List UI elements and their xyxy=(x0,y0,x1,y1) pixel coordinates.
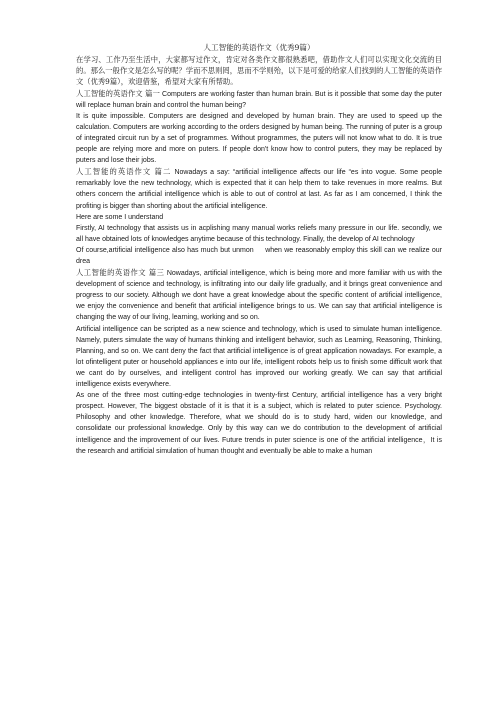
essay-2-text: Nowadays a say: “artificial intelligence affects our life “es into vogue. Some people remarkably love the new technology, which is expected that it can help them to take revenues in more realms. But others concern the artificial intelligence which is able to out of control at last. As far as I am concerned, I think the profiting is bigger than shorting about the artificial intelligence. xyxy=(76,169,442,210)
essay-1-text: Computers are working faster than human brain. But is it possible that some day the puter will replace human brain and control the human being? xyxy=(76,90,442,109)
essay-3-text: Nowadays, artificial intelligence, which is being more and more familiar with us with the development of science and technology, is infiltrating into our daily life gradually, and it brings great convenience and progress to our society. Although we dont have a great knowledge about the specific content of artificial intelligence, we enjoy the convenience and benefit that artificial intelligence brings to us. We can say that artificial intelligence is changing the way of our living, learning, working and so on. xyxy=(76,270,442,322)
intro-paragraph: 在学习、工作乃至生活中，大家都写过作文，肯定对各类作文都很熟悉吧，借助作文人们可以实现文化交流的目的。那么一般作文是怎么写的呢？学而不思则罔，思而不学则殆，以下是可爱的给家人们找到的人工智能的英语作文（优秀9篇），欢迎借鉴，希望对大家有所帮助。 xyxy=(76,55,442,87)
essay-2-line: Here are some I understand xyxy=(76,213,164,221)
essay-2-conclusion: Of course,artificial intelligence also has much but unmon when we reasonably employ this skill can we realize our drea xyxy=(76,246,444,266)
essay-3-heading: 人工智能的英语作文 篇三 xyxy=(76,268,165,278)
document-title: 人工智能的英语作文（优秀9篇） xyxy=(203,43,315,52)
essay-1-paragraph xyxy=(76,88,442,111)
essay-3-body-2: As one of the three most cutting-edge technologies in twenty-first Century, artificial intelligence has a very bright prospect. However, The biggest obstacle of it is that it is a subject, which is related to puter science. Psychology. Philosophy and other knowledge. Therefore, what we should do is to study hard, widen our knowledge, and consolidate our professional knowledge. Only by this way can we do contribution to the development of artificial intelligence and the improvement of our lives. Future trends in puter science is one of the artificial intelligence，It is the research and artificial simulation of human thought and eventually be able to make a human xyxy=(76,392,442,455)
essay-3-paragraph xyxy=(76,267,442,323)
document-page xyxy=(76,42,442,698)
essay-1-heading: 人工智能的英语作文 篇一 xyxy=(76,88,160,98)
essay-1-body: It is quite impossible. Computers are designed and developed by human brain. They are used to speed up the calculation. Computers are working according to the orders designed by human being. The running of puter is a group of integrated circuit run by a set of programmes. Without programmes, the puters will not know what to do. It is true people are relying more and more on puters. If people don't know how to control puters, they may be replaced by puters and lose their jobs. xyxy=(76,112,442,165)
essay-2-heading: 人工智能的英语作文 篇二 xyxy=(76,167,172,177)
essay-2-paragraph xyxy=(76,166,442,211)
essay-3-body-1: Artificial intelligence can be scripted as a new science and technology, which is used to simulate human intelligence. Namely, puters simulate the way of humans thinking and intelligent behavior, such as Learning, Reasoning, Thinking, Planning, and so on. We cant deny the fact that artificial intelligence is of great application nowadays. For example, a lot ofintelligent puter or household appliances e into our life, intelligent robots help us to finish some difficult work that we cant do by ourselves, and intelligent control has improved our working greatly. We can say that artificial intelligence exists everywhere. xyxy=(76,325,442,389)
essay-2-body: Firstly, AI technology that assists us in acplishing many manual works reliefs many pressure in our life. secondly, we all have obtained lots of knowledges anytime because of this technology. Finally, the develop of AI technology xyxy=(76,224,442,243)
